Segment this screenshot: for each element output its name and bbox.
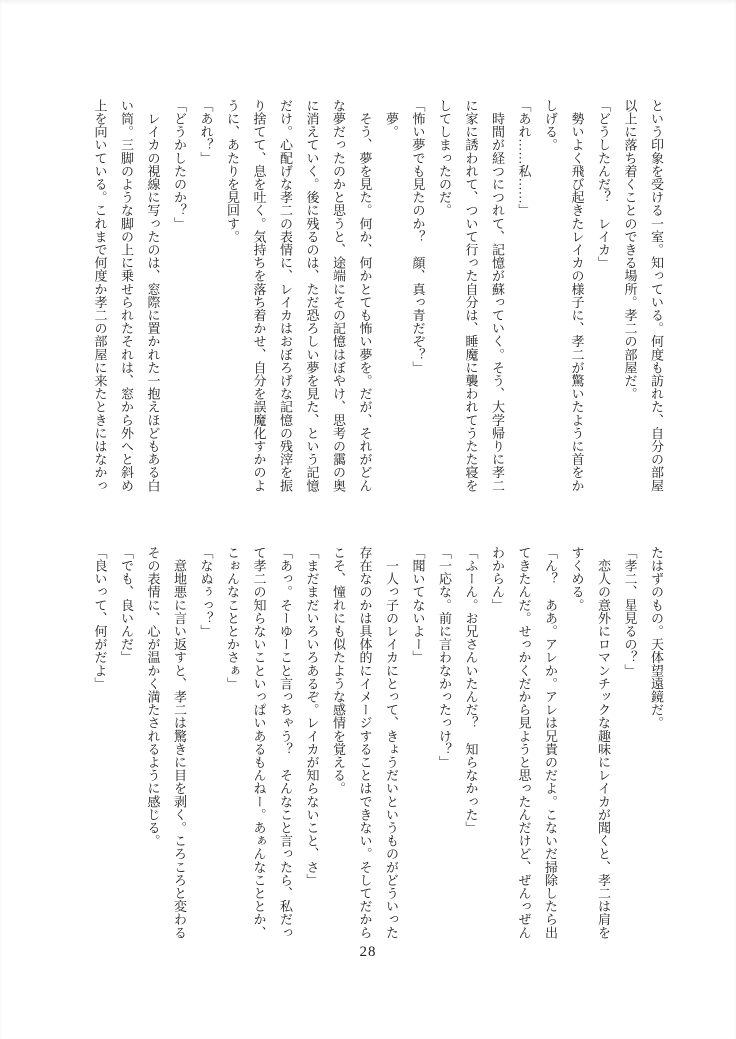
text-line: 一人っ子のレイカにとって、きょうだいというものがどういった (384, 546, 399, 939)
text-line: に消えていく。後に残るのは、ただ恐ろしい夢を見た、という記憶 (304, 99, 320, 492)
text-line: 「なぬぅっ？」 (198, 546, 214, 638)
text-line: 「あれ？」 (198, 99, 214, 165)
text-line: 時間が経つにつれて、記憶が蘇っていく。そう、大学帰りに孝二 (490, 99, 505, 492)
text-line: たはずのもの。天体望遠鏡だ。 (649, 546, 664, 730)
text-line: な夢だったのかと思うと、途端にその記憶はぼやけ、思考の靄の奥 (331, 99, 346, 492)
text-line: レイカの視線に写ったのは、窓際に置かれた一抱えほどもある白 (145, 99, 161, 492)
text-line: 「どうかしたのか？」 (172, 99, 187, 230)
text-line: 以上に落ち着くことのできる場所。孝二の部屋だ。 (622, 99, 638, 401)
text-line: という印象を受ける一室。知っている。何度も訪れた、自分の部屋 (649, 99, 664, 492)
text-line: その表情に、心が温かく満たされるように感じる。 (145, 546, 161, 848)
text-line: てきたんだ。せっかくだから見ようと思ったんだけど、ぜんっぜん (516, 546, 532, 939)
text-line: 「ん？ ああ。アレか。アレは兄貴のだよ。こないだ掃除したら出 (543, 546, 558, 939)
text-line: 存在なのかは具体的にイメージすることはできない。そしてだから (357, 546, 373, 939)
text-line: そう、夢を見た。何か、何かとても怖い夢を。だが、それがどん (357, 99, 373, 492)
text-line: 「どうしたんだ？ レイカ」 (596, 99, 611, 270)
text-line: 「ふーん。お兄さんいたんだ？ 知らなかった」 (463, 546, 479, 835)
text-line: 「一応な。前に言わなかったっけ？」 (437, 546, 452, 769)
text-line: すくめる。 (569, 546, 585, 612)
text-line: 勢いよく飛び起きたレイカの様子に、孝二が驚いたように首をか (569, 99, 585, 492)
text-line: わからん」 (490, 546, 505, 612)
text-line: 恋人の意外にロマンチックな趣味にレイカが聞くと、孝二は肩を (596, 546, 611, 939)
text-line: こぉんなこととかさぁ」 (225, 546, 240, 691)
text-line: 「孝二、星見るの？」 (622, 546, 638, 677)
text-line: に家に誘われて、ついて行った自分は、睡魔に襲われてうたた寝を (463, 99, 479, 492)
text-line: て孝二の知らないこといっぱいあるもんねー。あぁんなこととか、 (251, 546, 267, 939)
text-line: 「でも、良いんだ」 (119, 546, 134, 664)
text-line: だけ。心配げな孝二の表情に、レイカはおぼろげな記憶の残滓を振 (278, 99, 293, 492)
text-line: 上を向いている。これまで何度か孝二の部屋に来たときにはなかっ (92, 99, 108, 492)
text-line: しげる。 (543, 99, 558, 152)
text-block-top (85, 99, 669, 493)
text-line: こそ、憧れにも似たような感情を覚える。 (331, 546, 346, 795)
text-line: り捨てて、息を吐く。気持ちを落ち着かせ、自分を誤魔化すかのよ (251, 99, 267, 492)
text-line: 「聞いてないよー」 (410, 546, 426, 664)
text-line: うに、あたりを見回す。 (225, 99, 240, 244)
text-line: い筒。三脚のような脚の上に乗せられたそれは、窓から外へと斜め (119, 99, 134, 492)
text-line: 「怖い夢でも見たのか？ 顔、真っ青だぞ？」 (410, 99, 426, 375)
text-line: してしまったのだ。 (437, 99, 452, 217)
text-block-bottom (85, 546, 669, 942)
text-line: 「まだまだいろいろあるぞ。レイカが知らないこと、さ」 (304, 546, 320, 887)
text-line: 「あっ。そーゆーこと言っちゃう？ そんなこと言ったら、私だっ (278, 546, 293, 939)
text-line: 夢。 (384, 99, 399, 139)
page-number: 28 (359, 944, 377, 960)
text-line: 「良いって、何がだよ」 (92, 546, 108, 691)
text-line: 意地悪に言い返すと、孝二は驚きに目を剥く。ころころと変わる (172, 546, 187, 939)
text-line: 「あれ……私……」 (516, 99, 532, 217)
